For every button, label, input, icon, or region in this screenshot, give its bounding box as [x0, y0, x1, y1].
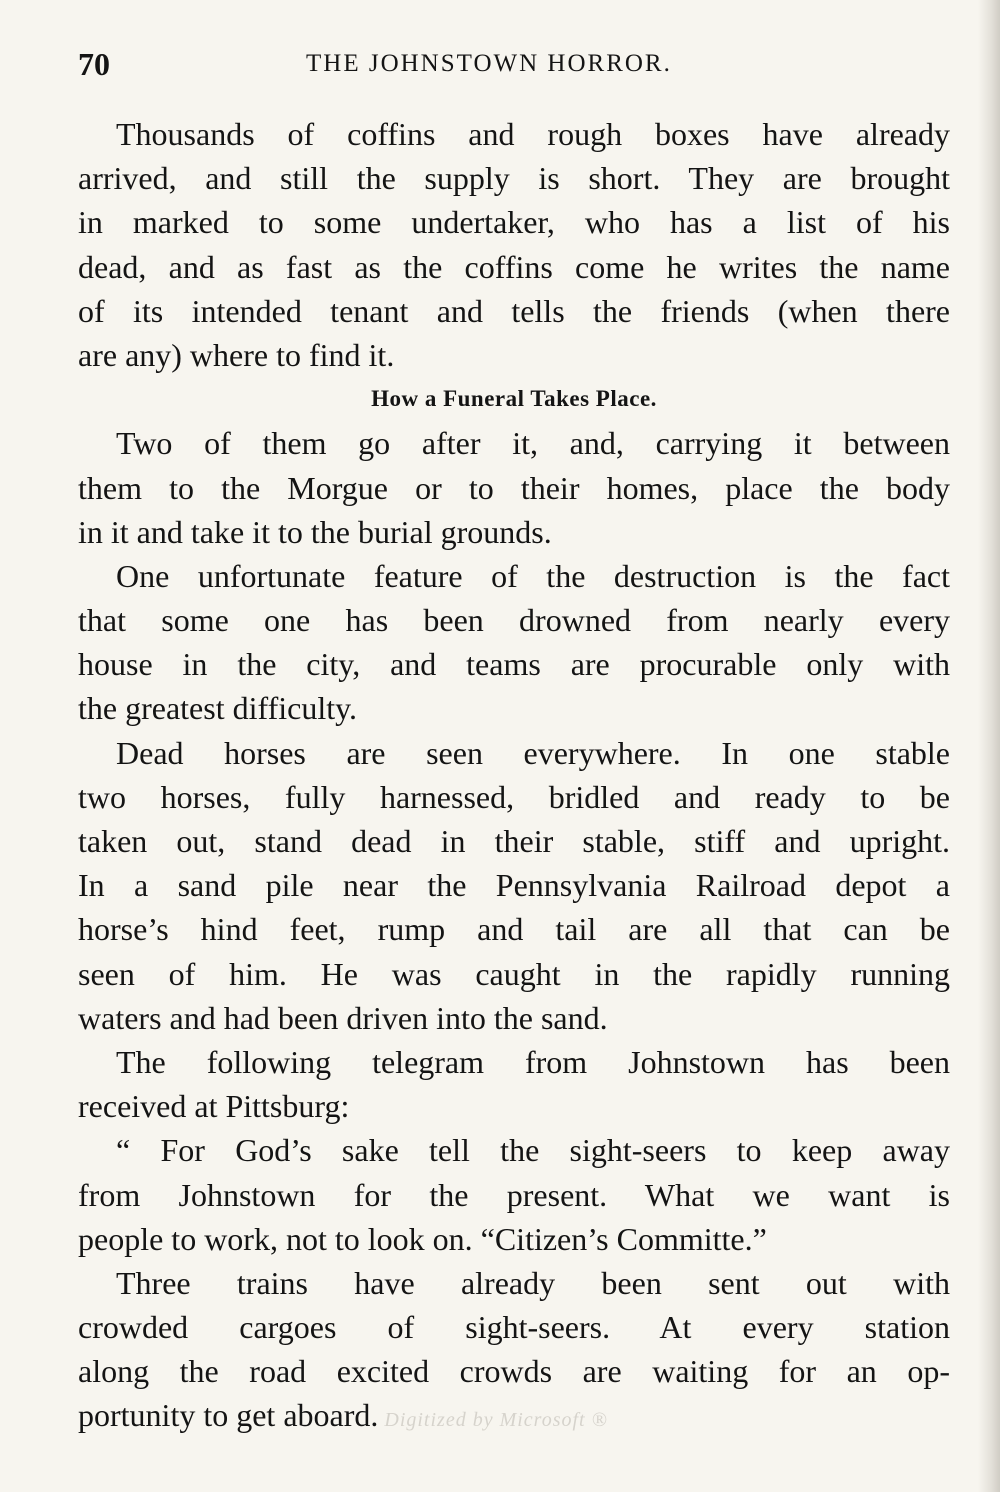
watermark: Digitized by Microsoft ®	[384, 1409, 608, 1432]
body-text	[78, 112, 950, 1438]
text-line: from Johnstown for the present. What we want is	[78, 1176, 950, 1213]
text-line: waters and had been driven into the sand.	[78, 999, 608, 1036]
text-line: Two of them go after it, and, carrying it between	[116, 425, 950, 462]
text-line: seen of him. He was caught in the rapidly running	[78, 955, 950, 992]
text-line: crowded cargoes of sight-seers. At every station	[78, 1309, 950, 1346]
text-line: them to the Morgue or to their homes, place the body	[78, 469, 950, 506]
text-line: that some one has been drowned from nearly every	[78, 602, 950, 639]
page-number: 70	[78, 46, 110, 82]
text-line: two horses, fully harnessed, bridled and ready to be	[78, 778, 950, 815]
page-header	[78, 46, 950, 90]
text-line: Dead horses are seen everywhere. In one stable	[116, 734, 950, 771]
text-line: In a sand pile near the Pennsylvania Railroad depot a	[78, 867, 950, 904]
text-line: dead, and as fast as the coffins come he writes the name	[78, 248, 950, 285]
text-line: the greatest difficulty.	[78, 690, 358, 727]
section-subheading: How a Funeral Takes Place.	[371, 386, 657, 412]
text-line: in it and take it to the burial grounds.	[78, 513, 552, 550]
text-line: Thousands of coffins and rough boxes have already	[116, 116, 950, 152]
text-line: are any) where to find it.	[78, 336, 395, 373]
text-line: of its intended tenant and tells the friends (when there	[78, 292, 950, 329]
text-line: received at Pittsburg:	[78, 1088, 350, 1125]
text-line: house in the city, and teams are procurable only with	[78, 646, 950, 683]
text-line: “ For God’s sake tell the sight-seers to keep away	[116, 1132, 950, 1169]
running-title: THE JOHNSTOWN HORROR.	[306, 50, 672, 77]
text-line-final	[78, 1393, 950, 1437]
text-line: Three trains have already been sent out with	[116, 1264, 950, 1301]
scan-edge	[978, 0, 1000, 1492]
text-line: The following telegram from Johnstown has been	[116, 1043, 950, 1080]
text-line: arrived, and still the supply is short. They are brought	[78, 160, 950, 197]
text-line: in marked to some undertaker, who has a list of his	[78, 204, 950, 241]
text-line: horse’s hind feet, rump and tail are all that can be	[78, 911, 950, 948]
text-line: portunity to get aboard.	[78, 1397, 379, 1434]
text-line: along the road excited crowds are waiting for an op-	[78, 1353, 950, 1390]
text-line: people to work, not to look on. “Citizen’s Committe.”	[78, 1220, 767, 1257]
text-line: taken out, stand dead in their stable, stiff and upright.	[78, 823, 950, 859]
text-line: One unfortunate feature of the destruction is the fact	[116, 557, 950, 594]
